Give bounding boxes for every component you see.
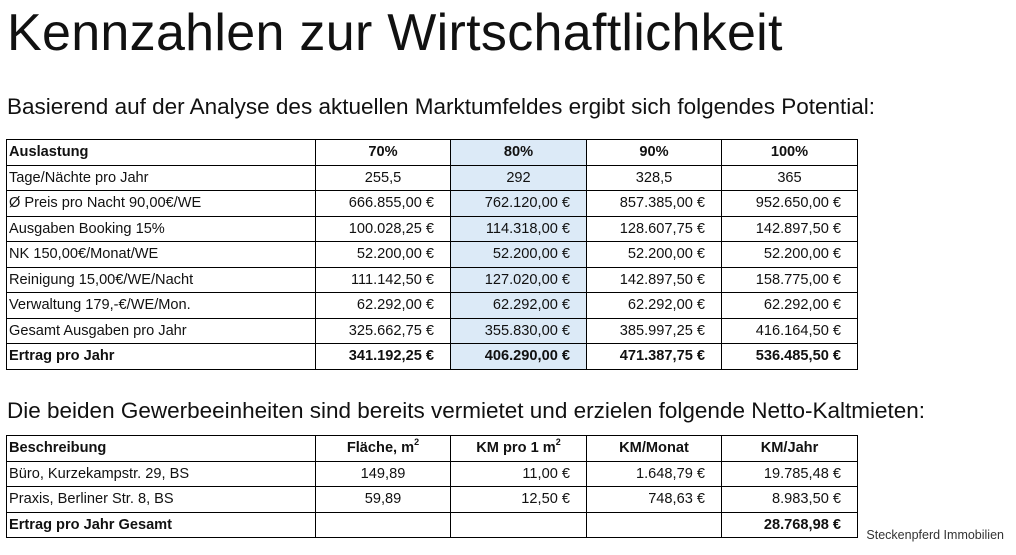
total-cell: 471.387,75 € bbox=[587, 344, 722, 370]
table-cell: 128.607,75 € bbox=[587, 216, 722, 242]
commercial-rent-table bbox=[6, 435, 858, 538]
table-cell: 292 bbox=[451, 165, 587, 191]
empty-cell bbox=[316, 512, 451, 538]
table-row bbox=[7, 242, 858, 268]
table-cell: 62.292,00 € bbox=[722, 293, 858, 319]
occupancy-table bbox=[6, 139, 858, 370]
cell-km-pro-m2: 12,50 € bbox=[451, 487, 587, 513]
table-cell: 142.897,50 € bbox=[587, 267, 722, 293]
table-cell: 952.650,00 € bbox=[722, 191, 858, 217]
total-label: Ertrag pro Jahr bbox=[7, 344, 316, 370]
table-row bbox=[7, 487, 858, 513]
cell-km-monat: 1.648,79 € bbox=[587, 461, 722, 487]
table-row bbox=[7, 216, 858, 242]
total-km-jahr: 28.768,98 € bbox=[722, 512, 858, 538]
row-label: Tage/Nächte pro Jahr bbox=[7, 165, 316, 191]
table-row bbox=[7, 318, 858, 344]
table-row bbox=[7, 461, 858, 487]
table-cell: 666.855,00 € bbox=[316, 191, 451, 217]
table-total-row bbox=[7, 344, 858, 370]
table-cell: 355.830,00 € bbox=[451, 318, 587, 344]
table-cell: 328,5 bbox=[587, 165, 722, 191]
table-cell: 62.292,00 € bbox=[451, 293, 587, 319]
table-cell: 111.142,50 € bbox=[316, 267, 451, 293]
header-flaeche: Fläche, $m^2$ bbox=[316, 436, 451, 462]
cell-flaeche: 149,89 bbox=[316, 461, 451, 487]
table-cell: 385.997,25 € bbox=[587, 318, 722, 344]
table-cell: 255,5 bbox=[316, 165, 451, 191]
table-row bbox=[7, 293, 858, 319]
table-cell: 416.164,50 € bbox=[722, 318, 858, 344]
header-occupancy-level: 80% bbox=[451, 140, 587, 166]
section-intro-commercial: Die beiden Gewerbeeinheiten sind bereits vermietet und erzielen folgende Netto-Kaltmieten: bbox=[7, 398, 926, 423]
page-title: Kennzahlen zur Wirtschaftlichkeit bbox=[7, 4, 783, 62]
watermark-text: Steckenpferd Immobilien bbox=[866, 528, 1004, 542]
table-cell: 142.897,50 € bbox=[722, 216, 858, 242]
table-cell: 762.120,00 € bbox=[451, 191, 587, 217]
table-cell: 325.662,75 € bbox=[316, 318, 451, 344]
table-cell: 52.200,00 € bbox=[722, 242, 858, 268]
total-cell: 406.290,00 € bbox=[451, 344, 587, 370]
table-cell: 100.028,25 € bbox=[316, 216, 451, 242]
row-label: Praxis, Berliner Str. 8, BS bbox=[7, 487, 316, 513]
table-header-row bbox=[7, 140, 858, 166]
table-total-row bbox=[7, 512, 858, 538]
table-row bbox=[7, 191, 858, 217]
table-cell: 62.292,00 € bbox=[316, 293, 451, 319]
table-cell: 365 bbox=[722, 165, 858, 191]
cell-km-jahr: 19.785,48 € bbox=[722, 461, 858, 487]
empty-cell bbox=[451, 512, 587, 538]
header-km-jahr: KM/Jahr bbox=[722, 436, 858, 462]
cell-flaeche: 59,89 bbox=[316, 487, 451, 513]
header-beschreibung: Beschreibung bbox=[7, 436, 316, 462]
header-occupancy-level: 70% bbox=[316, 140, 451, 166]
header-km-monat: KM/Monat bbox=[587, 436, 722, 462]
row-label: Gesamt Ausgaben pro Jahr bbox=[7, 318, 316, 344]
cell-km-monat: 748,63 € bbox=[587, 487, 722, 513]
row-label: Verwaltung 179,-€/WE/Mon. bbox=[7, 293, 316, 319]
cell-km-jahr: 8.983,50 € bbox=[722, 487, 858, 513]
section-intro-potential: Basierend auf der Analyse des aktuellen Marktumfeldes ergibt sich folgendes Potential: bbox=[7, 94, 876, 119]
table-cell: 62.292,00 € bbox=[587, 293, 722, 319]
table-cell: 52.200,00 € bbox=[316, 242, 451, 268]
table-row bbox=[7, 267, 858, 293]
empty-cell bbox=[587, 512, 722, 538]
table-cell: 52.200,00 € bbox=[587, 242, 722, 268]
header-occupancy-level: 90% bbox=[587, 140, 722, 166]
total-label: Ertrag pro Jahr Gesamt bbox=[7, 512, 316, 538]
table-cell: 857.385,00 € bbox=[587, 191, 722, 217]
table-cell: 52.200,00 € bbox=[451, 242, 587, 268]
table-cell: 114.318,00 € bbox=[451, 216, 587, 242]
cell-km-pro-m2: 11,00 € bbox=[451, 461, 587, 487]
table-cell: 158.775,00 € bbox=[722, 267, 858, 293]
row-label: Reinigung 15,00€/WE/Nacht bbox=[7, 267, 316, 293]
header-occupancy-level: 100% bbox=[722, 140, 858, 166]
total-cell: 536.485,50 € bbox=[722, 344, 858, 370]
table-row bbox=[7, 165, 858, 191]
row-label: Ø Preis pro Nacht 90,00€/WE bbox=[7, 191, 316, 217]
total-cell: 341.192,25 € bbox=[316, 344, 451, 370]
row-label: Büro, Kurzekampstr. 29, BS bbox=[7, 461, 316, 487]
header-auslastung: Auslastung bbox=[7, 140, 316, 166]
table-header-row bbox=[7, 436, 858, 462]
row-label: NK 150,00€/Monat/WE bbox=[7, 242, 316, 268]
row-label: Ausgaben Booking 15% bbox=[7, 216, 316, 242]
header-km-pro-m2: KM pro 1 $m^2$ bbox=[451, 436, 587, 462]
table-cell: 127.020,00 € bbox=[451, 267, 587, 293]
